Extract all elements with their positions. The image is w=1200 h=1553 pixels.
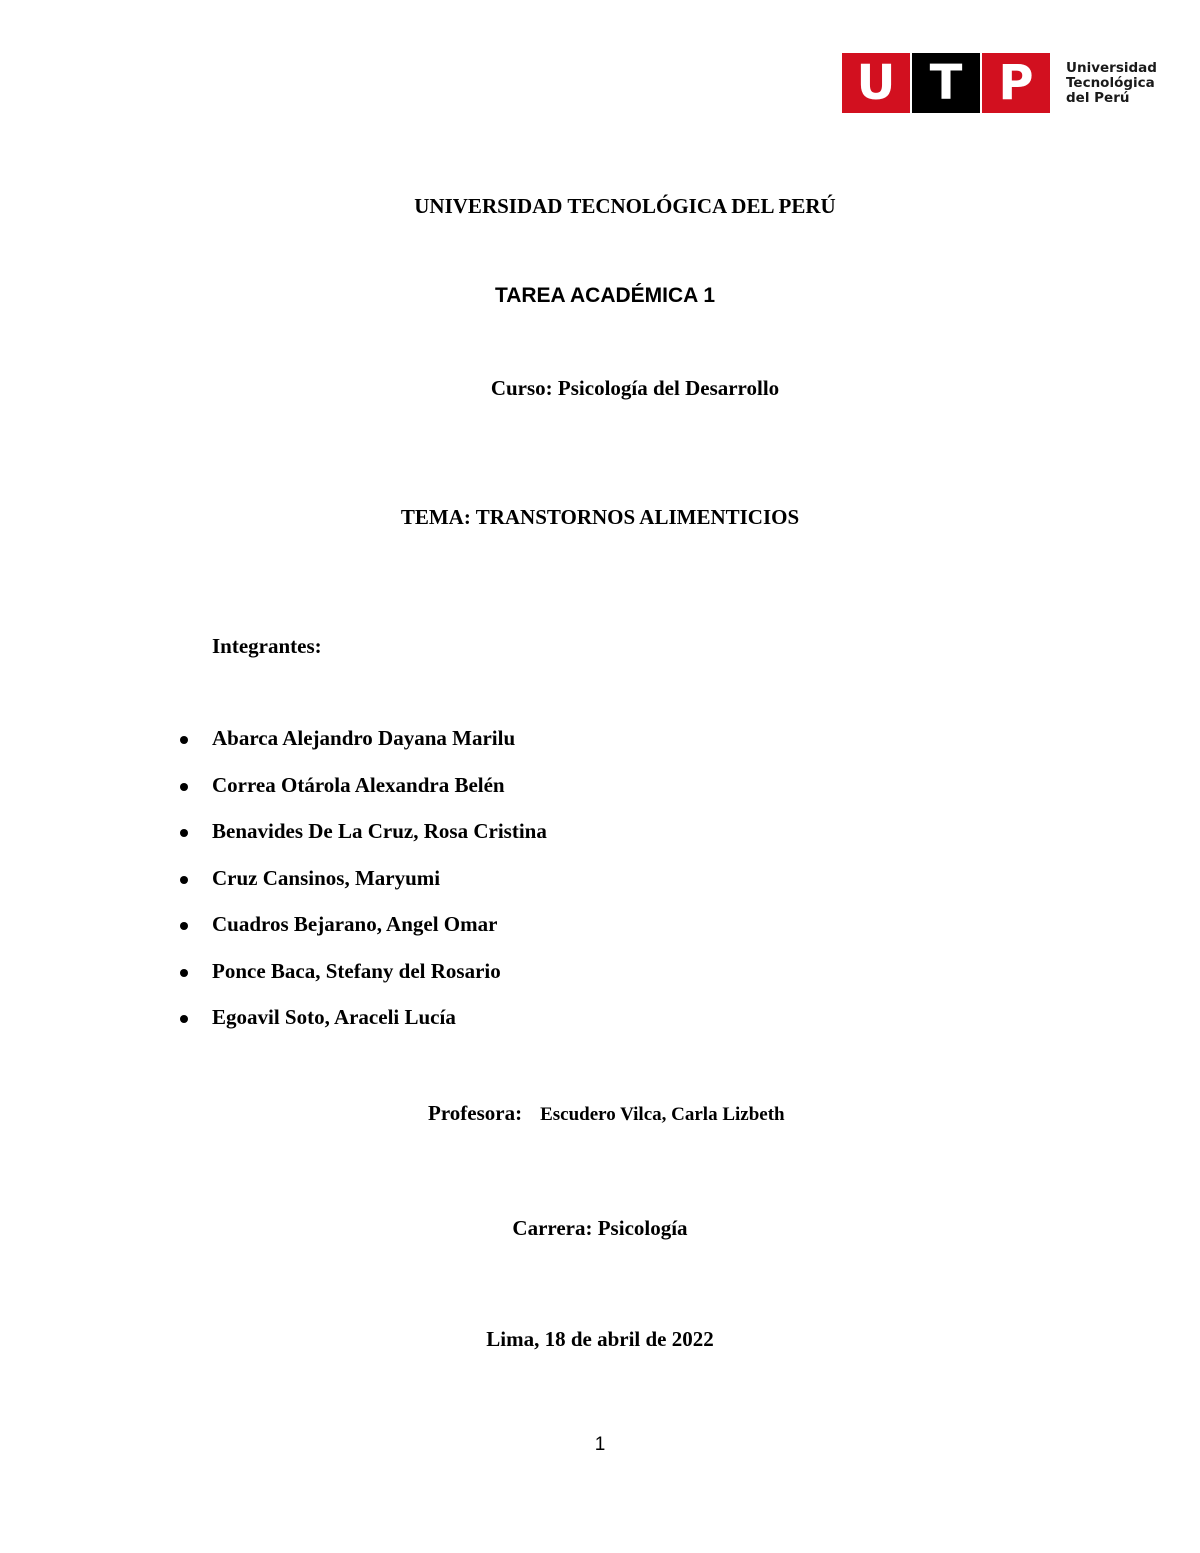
member-name: Ponce Baca, Stefany del Rosario bbox=[212, 958, 501, 983]
date-line: Lima, 18 de abril de 2022 bbox=[486, 1327, 714, 1351]
member-name: Egoavil Soto, Araceli Lucía bbox=[212, 1005, 456, 1029]
members-heading: Integrantes: bbox=[212, 634, 322, 658]
career-line bbox=[0, 1216, 1200, 1241]
bullet-icon bbox=[180, 1015, 188, 1023]
career-label: Carrera: bbox=[512, 1216, 593, 1240]
bullet-icon bbox=[180, 969, 188, 977]
course-line bbox=[35, 376, 1200, 401]
assignment-title: TAREA ACADÉMICA 1 bbox=[494, 284, 716, 307]
bullet-icon bbox=[180, 922, 188, 930]
logo-text-line-3: del Perú bbox=[1066, 90, 1130, 106]
logo-letter-t: T bbox=[912, 53, 980, 113]
course-label: Curso: bbox=[490, 376, 553, 400]
university-title: UNIVERSIDAD TECNOLÓGICA DEL PERÚ bbox=[414, 194, 836, 218]
course-value: Psicología del Desarrollo bbox=[557, 376, 780, 400]
logo-letter-u: U bbox=[842, 53, 910, 113]
member-name: Benavides De La Cruz, Rosa Cristina bbox=[212, 819, 547, 843]
member-name: Cuadros Bejarano, Angel Omar bbox=[212, 912, 498, 936]
bullet-icon bbox=[180, 876, 188, 884]
bullet-icon bbox=[180, 783, 188, 791]
teacher-value: Escudero Vilca, Carla Lizbeth bbox=[540, 1104, 785, 1125]
member-name: Cruz Cansinos, Maryumi bbox=[212, 865, 441, 890]
member-name: Abarca Alejandro Dayana Marilu bbox=[212, 726, 516, 750]
career-value: Psicología bbox=[597, 1216, 688, 1240]
page-number: 1 bbox=[594, 1434, 606, 1455]
logo-text-line-1: Universidad bbox=[1066, 60, 1157, 76]
bullet-icon bbox=[180, 736, 188, 744]
logo-letter-p: P bbox=[982, 53, 1050, 113]
logo-text-line-2: Tecnológica bbox=[1066, 75, 1155, 91]
topic-line: TEMA: TRANSTORNOS ALIMENTICIOS bbox=[400, 505, 800, 529]
utp-logo bbox=[842, 53, 1164, 113]
bullet-icon bbox=[180, 829, 188, 837]
logo-wordmark bbox=[1066, 61, 1157, 106]
member-name: Correa Otárola Alexandra Belén bbox=[212, 772, 505, 797]
teacher-label: Profesora: bbox=[428, 1101, 523, 1125]
teacher-line bbox=[428, 1101, 785, 1126]
